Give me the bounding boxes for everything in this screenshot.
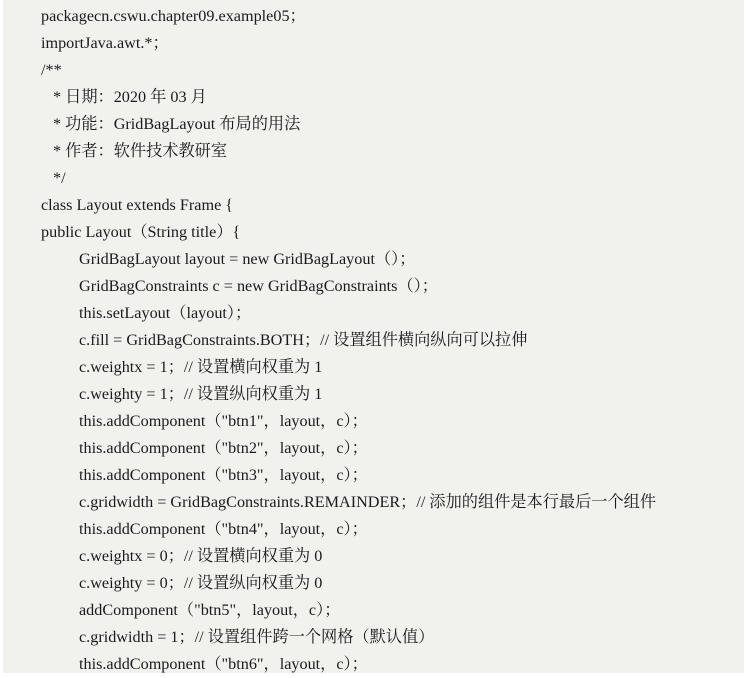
code-line-package: packagecn.cswu.chapter09.example05； [41,7,306,25]
code-line: this.addComponent（"btn4"，layout，c）； [79,520,368,538]
code-line: this.addComponent（"btn1"，layout，c）； [79,412,368,430]
code-line-class-declaration: class Layout extends Frame { [41,196,234,214]
code-line: c.weighty = 1；// 设置纵向权重为 1 [79,385,323,403]
code-line: this.addComponent（"btn2"，layout，c）； [79,439,368,457]
code-line: this.setLayout（layout）； [79,304,252,322]
code-line-import: importJava.awt.*； [41,34,169,52]
code-line: c.weightx = 1；// 设置横向权重为 1 [79,358,323,376]
code-listing [3,0,744,673]
code-line: c.fill = GridBagConstraints.BOTH；// 设置组件横向纵向可以拉伸 [79,331,528,349]
comment-date: * 日期：2020 年 03 月 [53,88,207,106]
comment-function: * 功能：GridBagLayout 布局的用法 [53,115,301,133]
code-line: GridBagLayout layout = new GridBagLayout（）； [79,250,416,268]
comment-start: /** [41,61,62,79]
code-line-constructor: public Layout（String title）{ [41,223,241,241]
code-line: addComponent（"btn5"，layout，c）； [79,601,341,619]
code-line: c.gridwidth = 1；// 设置组件跨一个网格（默认值） [79,628,435,646]
code-line: c.gridwidth = GridBagConstraints.REMAINDER；// 添加的组件是本行最后一个组件 [79,493,657,511]
comment-author: * 作者：软件技术教研室 [53,142,228,160]
comment-end: */ [53,169,66,187]
code-lines [3,0,744,678]
code-line: this.addComponent（"btn6"，layout，c）； [79,655,368,673]
code-line: c.weighty = 0；// 设置纵向权重为 0 [79,574,323,592]
code-line: GridBagConstraints c = new GridBagConstraints（）； [79,277,438,295]
code-line: this.addComponent（"btn3"，layout，c）； [79,466,368,484]
code-line: c.weightx = 0；// 设置横向权重为 0 [79,547,323,565]
